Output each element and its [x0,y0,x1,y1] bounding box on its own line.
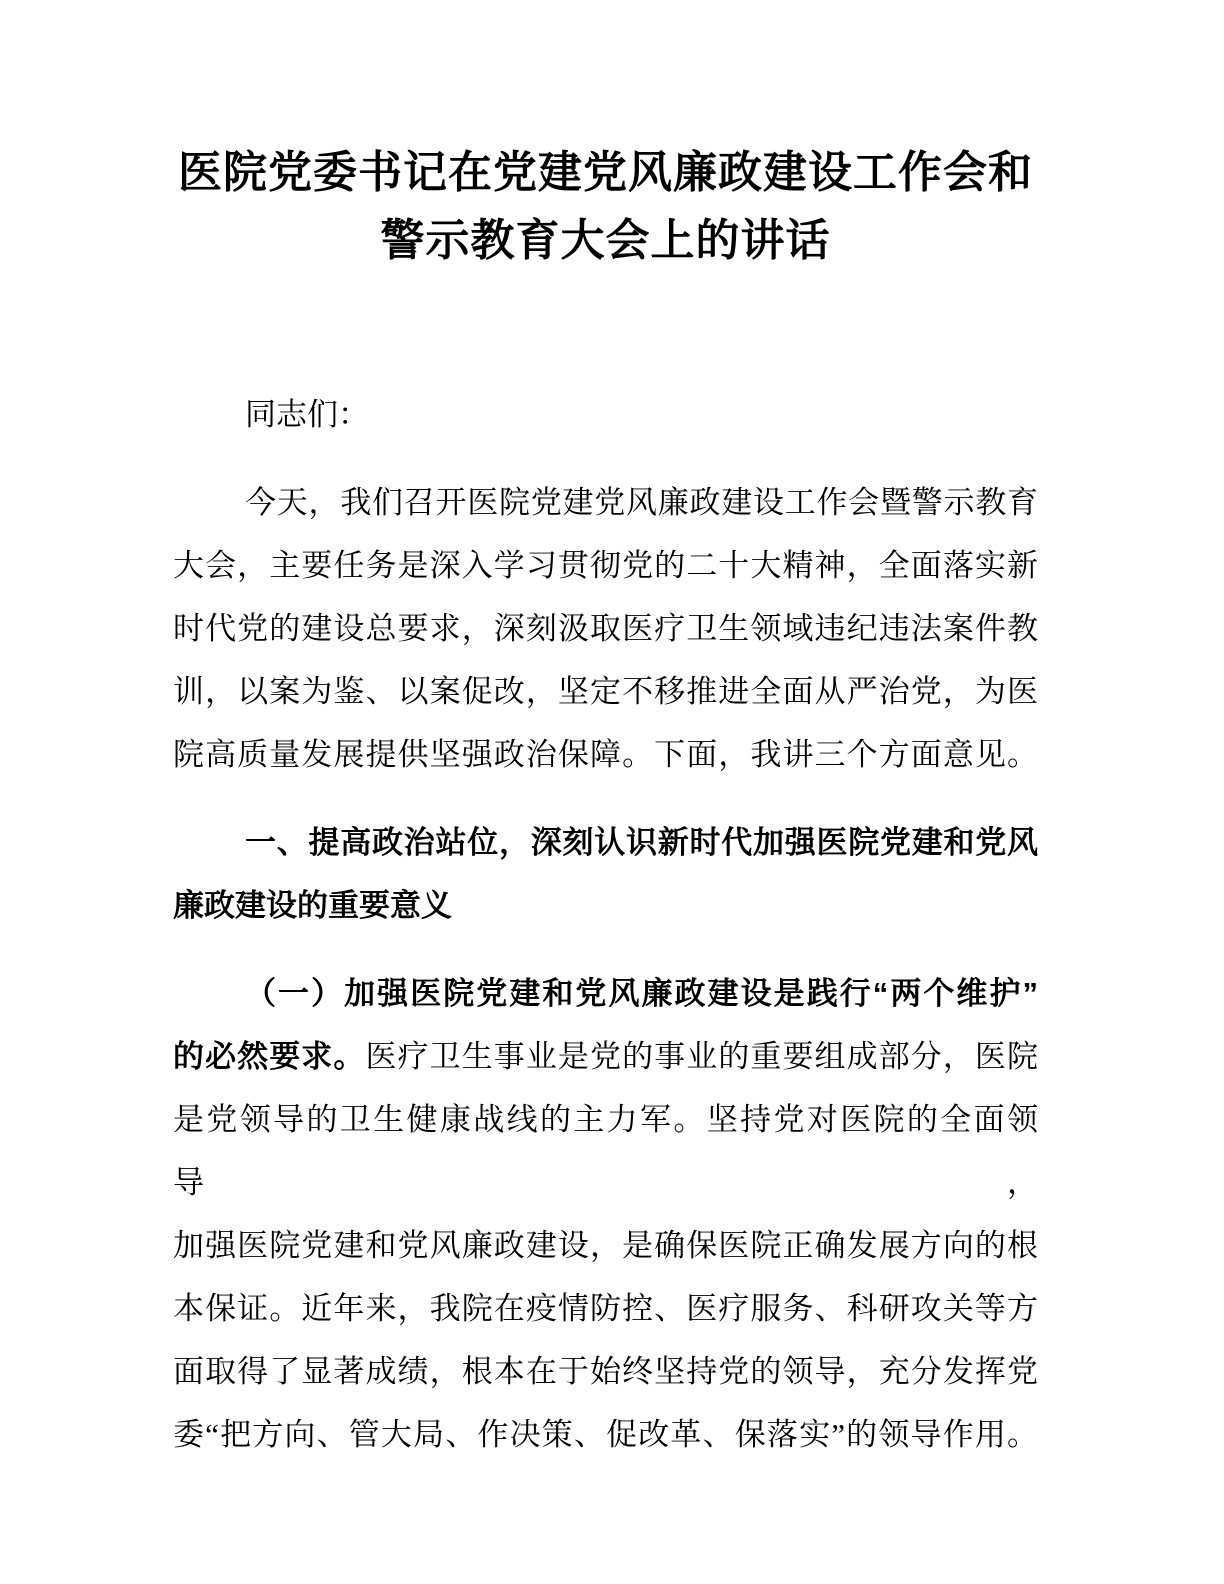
text-segment: 今天，我们召开医院党建党风廉政建设工作会暨警示教育 [245,485,1038,520]
title-line-1: 医院党委书记在党建党风廉政建设工作会和 [178,148,1033,197]
text-segment: 委“把方向、管大局、作决策、促改革、保落实”的领导作用。 [173,1417,1038,1452]
bold-text-segment: （一）加强医院党建和党风廉政建设是践行“两个维护” [245,976,1038,1011]
text-segment: 面取得了显著成绩，根本在于始终坚持党的领导，充分发挥党 [173,1354,1038,1389]
document-title [173,139,1038,275]
text-segment: 训，以案为鉴、以案促改，坚定不移推进全面从严治党，为医 [173,674,1038,709]
text-line [173,597,1038,660]
text-line [173,471,1038,534]
title-line-2: 警示教育大会上的讲话 [380,216,831,265]
text-segment: 大会，主要任务是深入学习贯彻党的二十大精神，全面落实新 [173,548,1038,583]
text-line [173,874,1038,937]
text-line [173,383,1038,446]
paragraph [173,383,1038,446]
text-segment: 医疗卫生事业是党的事业的重要组成部分，医院 [365,1039,1039,1074]
text-line [173,1403,1038,1466]
paragraph [173,962,1038,1466]
document-body [173,383,1038,1466]
text-line [173,660,1038,723]
text-line [173,1214,1038,1277]
bold-text-segment: 的必然要求。 [173,1039,366,1074]
text-line [173,1025,1038,1088]
paragraph [173,471,1038,786]
text-segment: 时代党的建设总要求，深刻汲取医疗卫生领域违纪违法案件教 [173,611,1038,646]
text-line [173,962,1038,1025]
text-line [173,811,1038,874]
text-segment: 本保证。近年来，我院在疫情防控、医疗服务、科研攻关等方 [173,1291,1038,1326]
text-segment: 同志们： [245,397,369,432]
text-line [173,1277,1038,1340]
text-segment: 加强医院党建和党风廉政建设，是确保医院正确发展方向的根 [173,1228,1038,1263]
text-line [173,534,1038,597]
text-line [173,1088,1038,1214]
text-segment: 院高质量发展提供坚强政治保障。下面，我讲三个方面意见。 [173,737,1038,772]
bold-text-segment: 一、提高政治站位，深刻认识新时代加强医院党建和党风 [245,825,1038,860]
text-segment: 是党领导的卫生健康战线的主力军。坚持党对医院的全面领导， [173,1102,1038,1200]
bold-text-segment: 廉政建设的重要意义 [173,888,452,923]
text-line [173,723,1038,786]
section-heading [173,811,1038,937]
text-line [173,1340,1038,1403]
